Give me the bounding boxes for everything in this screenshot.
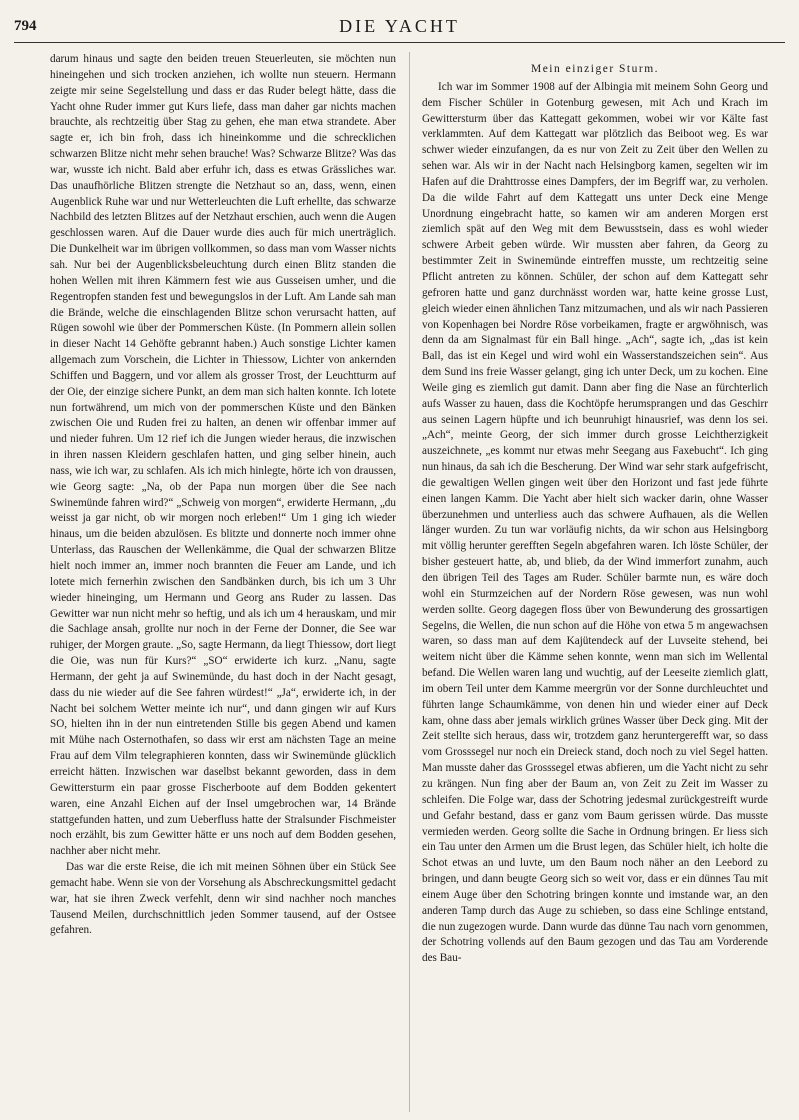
right-paragraph-1: Ich war im Sommer 1908 auf der Albingia mit meinem Sohn Georg und dem Fischer Schüler in Gotenburg gewesen, mit Ach und Krach im Gewittersturm über das Kattegatt gekommen, wobei wir vor Kälte fast verklammten. Auf dem Kattegatt war plötzlich das Beiboot weg. Es war schwer wieder einzufangen, da es nur von Zeit zu Zeit über den Wellen zu sehen war. Als wir in der Nacht nach Helsingborg kamen, segelten wir im Hafen auf die Drahttrosse eines Dampfers, der im Begriff war, zu verholen. Da die wilde Fahrt auf dem Kattegatt uns unter Deck eine Menge Unordnung eingebracht hatte, so kamen wir am anderen Morgen erst ziemlich spät auf den Weg mit dem Bewusstsein, dass es wohl wieder schwere Arbeit geben würde. Wir mussten aber fahren, da Georg zu bestimmter Zeit in Swinemünde eintreffen musste, um rechtzeitig seine Pflicht antreten zu können. Schüler, der schon auf dem Kattegatt sehr gefroren hatte und ganz durchnässt worden war, hatte keine grosse Lust, gleich wieder einen ähnlichen Tanz mitzumachen, und als wir nach Passieren von Kopenhagen bei Nordre Röse vorbeikamen, fragte er argwöhnisch, was denn da am Signalmast für ein Ball hinge. „Ach“, sagte ich, „das ist kein Ball, das ist ein Kegel und wird wohl ein Wasserstandszeichen sein“. Aus dem Sund ins freie Wasser gelangt, ging ich unter Deck, um zu kochen. Eine Weile ging es ziemlich gut damit. Dann aber fing die Nase an fürchterlich aufs Wasser zu hauen, dass die Kochtöpfe herumsprangen und das Geschirr aus seinen Lagern hüpfte und ich beunruhigt hinausrief, was denn los sei. „Ach“, meinte Georg, der sich immer durch grosse Leichtherzigkeit auszeichnete, „es kommt nur etwas mehr Seegang aus Faxebucht“. Ich ging nun hinaus, da sah ich die Bescherung. Der Wind war sehr stark aufgefrischt, die gewaltigen Wellen gingen weit über den Horizont und fast jede führte einen langen Kamm. Die Yacht aber hielt sich wacker darin, ohne Wasser überzunehmen und unterliess auch das schwere Aufhauen, als die Wellen länger wurden. Zu tun war vorläufig nichts, da wir schon aus Helsingborg mit völlig herunter gerefften Segeln abgefahren waren. Ich löste Schüler, der bisher gesteuert hatte, ab, und blieb, da der Wind immerfort zunahm, auch den übrigen Teil des Tages am Ruder. Schüler barmte nun, es wäre doch wohl ein Sturmzeichen auf der Nordern Röse gewesen, was nun wohl werden sollte. Georg dagegen floss über von Bewunderung des grossartigen Segelns, die Wellen, die nun schon auf die Höhe von etwa 5 m angewachsen waren, so dass man auf dem Kajütendeck auf der Luvseite stehend, bei weitem nicht über die Kämme sehen konnte, wenn man sich im Wellental befand. Die Wellen waren lang und wuchtig, auf der Leeseite ziemlich glatt, im obern Teil unter dem Kamme meergrün vor der Sonne durchleuchtet und führten lange Schaumkämme, von denen hin und wieder einer auf Deck kam, ohne dass aber jemals wirklich grünes Wasser über Deck ging. Mit der Zeit stellte sich heraus, dass wir, trotzdem ganz heruntergerefft war, so dass vom Grosssegel nur noch ein Dreieck stand, doch noch zu viel Segel hatten. Man musste daher das Grosssegel etwas abfieren, um die Yacht nicht zu sehr zu krängen. Nun fing aber der Baum an, von Zeit zu Zeit im Wasser zu schleifen. Die Folge war, dass der Schotring jedesmal zurückgestreift wurde und Gefahr bestand, dass er ganz vom Baum gerissen würde. Das musste vermieden werden. Georg sollte die Sache in Ordnung bringen. Er liess sich ein Tau unter den Armen um die Brust legen, das Schüler hielt, ich holte die Schot etwas an und luvte, um den Baum noch näher an den Leebord zu bringen, und dann beugte Georg sich so weit vor, dass er ein dünnes Tau mit einem Auge über den Schotring bringen konnte und imstande war, an den anderen Tamp durch das Auge zu schieben, so dass eine Schlinge entstand, die nun zugezogen wurde. Dann wurde das dünne Tau nach vorn genommen, der Schotring vollends auf den Baum gezogen und das Tau am Vorderende des Bau- [422, 80, 768, 965]
left-column [50, 52, 396, 1112]
left-paragraph-1: darum hinaus und sagte den beiden treuen Steuerleuten, sie möchten nun hineingehen und sich trocken anziehen, ich wollte nun steuern. Hermann zeigte mir seine Segelstellung und dass er das Ruder belegt hätte, dass die Yacht ohne Ruder immer gut Kurs liefe, dass man daher gar nichts machen brauchte, als rechtzeitig über Stag zu gehen, ehe man etwa strandete. Aber sagte er, ich bin froh, dass ich hineinkomme und die schrecklichen schwarzen Blitze nicht mehr sehen brauche! Was? Schwarze Blitze? Was das war, wusste ich nicht. Bald aber erfuhr ich, dass es etwas Grässliches war. Das unaufhörliche Blitzen strengte die Netzhaut so an, dass, wenn, einen Augenblick Ruhe war und nur Wetterleuchten die Luft erhellte, das schwarze Nachbild des letzten Blitzes auf der Netzhaut erschien, auch wenn die Augen geschlossen waren. Auf die Dauer wurde dies auch für mich unerträglich. Die Dunkelheit war im übrigen vollkommen, so dass man vom Wasser nichts sah. Nur bei der Augenblicksbeleuchtung durch einen Blitz standen die hohen Wellen mit ihren Kämmern fest wie aus Gusseisen umher, und die Regentropfen standen fest und bewegungslos in der Luft. Am Lande sah man die Brände, welche die einschlagenden Blitze schon verursacht hatten, auf Rügen sowohl wie über der Pommerschen Küste. (In Pommern allein sollen in dieser Nacht 14 Gehöfte gebrannt haben.) Auch sonstige Lichter kamen allgemach zum Vorschein, die Lichter in Thiessow, Lichter von ankernden Schiffen und Baggern, und vor allem als grosser Trost, der Leuchtturm auf der Oie, der einzige sichere Punkt, an dem man sich halten konnte. Ich lotete nun fortwährend, um mich von der pommerschen Küste und den Bänken zwischen Oie und Ruden frei zu halten, an denen wir offenbar immer auf und nieder fuhren. Um 12 rief ich die Jungen wieder heraus, die inzwischen in ihren nassen Kleidern geschlafen hatten, und ging selber hinein, auch nass, wie ich war, zu schlafen. Als ich mich hinlegte, hörte ich von draussen, wie Georg sagte: „Na, ob der Papa nun morgen über die See nach Swinemünde fahren wird?“ „Schweig von morgen“, erwiderte Hermann, „du weisst ja gar nicht, ob wir morgen noch erleben!“ Um 1 ging ich wieder hinaus, um die beiden abzulösen. Es blitzte und donnerte noch immer ohne Unterlass, das Rauschen der Wellenkämme, die Qual der schwarzen Blitze hielt noch immer an, immer noch brannten die Feuer am Lande, und ich lotete mich fernerhin zwischen den Sandbänken durch, bis ich um 3 Uhr wieder hineinging, um Hermann und Georg ans Ruder zu lassen. Das Gewitter war nun nicht mehr so heftig, und als ich um 4 herauskam, und mir die Sachlage ansah, grollte nur noch in der Ferne der Donner, die See war ruhiger, der Morgen graute. „So, sagte Hermann, da liegt Thiessow, dort liegt die Oie, was nun für Kurs?“ „SO“ erwiderte ich kurz. „Nanu, sagte Hermann, der geht ja auf Swinemünde, du hast doch in der Nacht gesagt, dass du nie wieder auf die See fahren würdest!“ „Ja“, erwiderte ich, in der Nacht bei solchem Wetter meinte ich nur“, und dann gingen wir auf Kurs SO, hielten ihn in der nun eintretenden Stille bis gegen Abend und kamen mit Mühe nach Osternothafen, so dass wir erst am nächsten Tage an meine Frau auf dem Vilm telegraphieren konnten, dass wir Swinemünde glücklich erreicht hätten. Inzwischen war daselbst bekannt geworden, dass in dem Gewittersturm ein paar grosse Fischerboote auf dem Bodden gekentert waren, eine Anzahl Eichen auf der Insel umgebrochen war, 14 Brände stattgefunden hatten, und zum Ueberfluss hatte der Stralsunder Fischmeister noch erzählt, bis zum Gewitter hätte er uns noch auf dem Bodden gesehen, nachher aber nicht mehr. [50, 53, 396, 858]
header-rule [14, 42, 785, 43]
left-paragraph-2: Das war die erste Reise, die ich mit meinen Söhnen über ein Stück See gemacht habe. Wenn sie von der Vorsehung als Abschreckungsmittel gedacht war, hat sie ihren Zweck verfehlt, denn wir sind nachher noch manches Tausend Meilen, durchschnittlich jeden Sommer tausend, auf der Ostsee gefahren. [50, 861, 396, 937]
journal-title: DIE YACHT [339, 16, 460, 36]
article-title: Mein einziger Sturm. [530, 63, 660, 75]
page-header [0, 0, 799, 46]
column-divider [409, 52, 410, 1112]
page-number: 794 [14, 18, 37, 34]
right-column [422, 52, 768, 1112]
